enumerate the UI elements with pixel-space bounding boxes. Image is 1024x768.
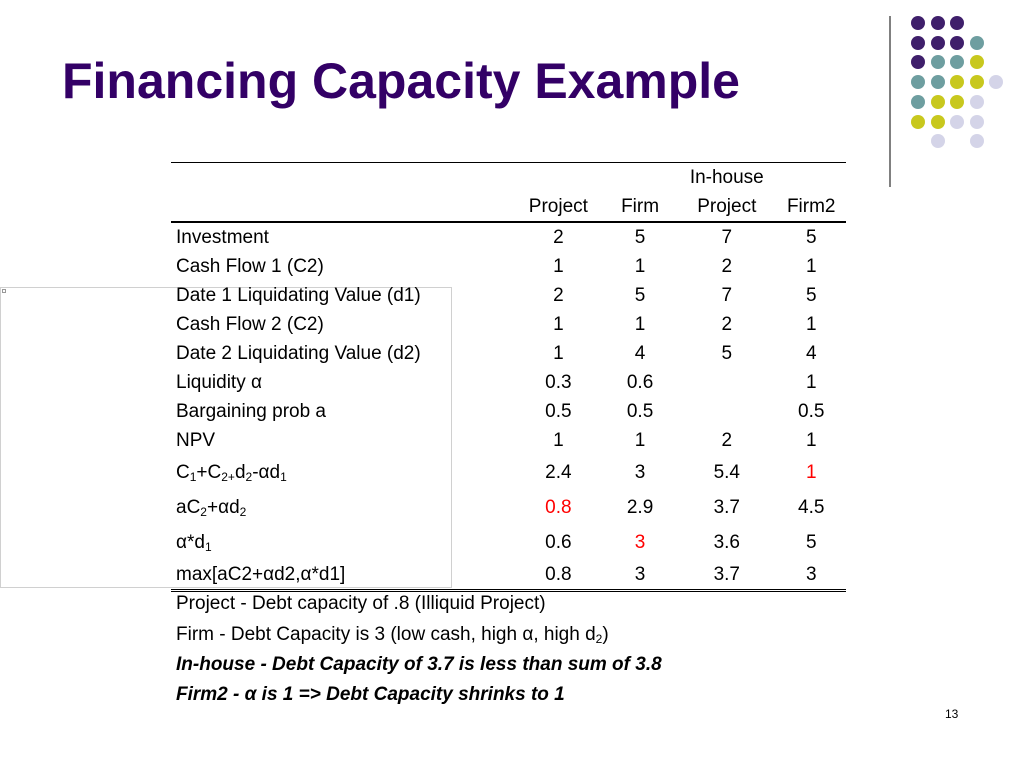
table-row xyxy=(171,222,846,252)
table-cell: 5 xyxy=(634,227,646,248)
note-line-emphasis: Firm2 - α is 1 => Debt Capacity shrinks to 1 xyxy=(176,684,565,705)
table-cell-highlight: 3 xyxy=(634,532,646,553)
table-cell: 1 xyxy=(553,314,564,335)
table-cell-highlight: 0.8 xyxy=(545,497,572,518)
table-cell: 4.5 xyxy=(798,497,825,518)
broken-image-icon xyxy=(2,289,6,293)
decorative-dot xyxy=(911,16,925,30)
decorative-dot xyxy=(931,115,945,129)
note-line: Project - Debt capacity of .8 (Illiquid Project) xyxy=(176,593,546,614)
decorative-dot xyxy=(970,95,984,109)
note-line: Firm - Debt Capacity is 3 (low cash, high α, high $d_2$) xyxy=(176,624,609,646)
table-header-row-top xyxy=(171,163,846,194)
decorative-dot xyxy=(950,55,964,69)
decorative-dot xyxy=(950,16,964,30)
table-cell: 3 xyxy=(776,560,846,591)
table-cell: 5 xyxy=(634,285,646,306)
table-cell-highlight: 1 xyxy=(805,462,817,483)
table-cell: 7 xyxy=(721,227,733,248)
table-cell: 1 xyxy=(805,372,817,393)
header-cell xyxy=(171,193,514,222)
table-cell: 1 xyxy=(805,430,817,451)
header-cell-firm2: Firm2 xyxy=(776,193,846,222)
table-cell: 5.4 xyxy=(713,462,740,483)
row-label: Cash Flow 1 (C2) xyxy=(176,256,324,277)
decorative-dot xyxy=(950,95,964,109)
row-label: NPV xyxy=(176,430,216,451)
table-cell: 0.5 xyxy=(626,401,654,422)
table-cell: 5 xyxy=(805,532,817,553)
decorative-dot xyxy=(931,134,945,148)
table-cell: 2 xyxy=(721,430,733,451)
decorative-dot xyxy=(989,75,1003,89)
table-cell: 3.6 xyxy=(713,532,740,553)
table-cell: 2.4 xyxy=(545,462,572,483)
row-label: Cash Flow 2 (C2) xyxy=(176,314,324,335)
decorative-dot xyxy=(911,115,925,129)
row-label-formula: $C_1+C_{2+}d_2-\alpha d_1$ xyxy=(176,462,287,484)
row-label-formula: $\alpha*d_1$ xyxy=(176,532,212,554)
decorative-dot xyxy=(970,115,984,129)
table-cell: 5 xyxy=(805,227,817,248)
table-cell xyxy=(677,368,776,397)
decorative-dot xyxy=(911,36,925,50)
table-cell: 5 xyxy=(721,343,733,364)
slide-title: Financing Capacity Example xyxy=(62,53,740,109)
table-cell: 0.5 xyxy=(545,401,572,422)
header-cell-inhouse-project: Project xyxy=(677,193,776,222)
table-row xyxy=(171,490,846,525)
table-cell xyxy=(677,397,776,426)
decorative-dot xyxy=(970,36,984,50)
table-cell: 0.6 xyxy=(545,532,572,553)
decorative-dot xyxy=(931,75,945,89)
row-label: Bargaining prob a xyxy=(176,401,326,422)
decorative-dot xyxy=(911,75,925,89)
table-cell: 1 xyxy=(805,314,817,335)
decorative-dot xyxy=(950,36,964,50)
table-cell: 2 xyxy=(721,314,733,335)
table-cell: 4 xyxy=(805,343,817,364)
header-cell-project: Project xyxy=(514,193,603,222)
decorative-dot xyxy=(950,75,964,89)
decorative-dot xyxy=(931,95,945,109)
table-cell: 2 xyxy=(721,256,733,277)
table-row xyxy=(171,252,846,281)
table-cell: 1 xyxy=(634,430,646,451)
table-row xyxy=(171,426,846,455)
decorative-dot xyxy=(970,75,984,89)
table-cell: 0.3 xyxy=(545,372,572,393)
table-cell: 0.6 xyxy=(626,372,654,393)
table-row xyxy=(171,525,846,560)
table-cell: 3.7 xyxy=(713,497,740,518)
header-cell-firm: Firm xyxy=(603,193,677,222)
row-label: Date 1 Liquidating Value (d1) xyxy=(176,285,421,306)
notes-block xyxy=(176,588,662,710)
vertical-divider xyxy=(889,16,891,187)
table-cell: 1 xyxy=(634,314,646,335)
table-cell: 1 xyxy=(553,430,564,451)
decorative-dot xyxy=(931,16,945,30)
note-line-emphasis: In-house - Debt Capacity of 3.7 is less than sum of 3.8 xyxy=(176,654,662,675)
table-row xyxy=(171,455,846,490)
decorative-dot xyxy=(911,95,925,109)
table-cell: 2 xyxy=(553,227,564,248)
table-cell: 1 xyxy=(553,343,564,364)
header-cell-inhouse: In-house xyxy=(677,163,776,194)
header-cell xyxy=(514,163,603,194)
table-cell: 2.9 xyxy=(626,497,654,518)
table-cell: 0.8 xyxy=(514,560,603,591)
table-cell: 4 xyxy=(634,343,646,364)
table-cell: 3.7 xyxy=(677,560,776,591)
table-cell: 1 xyxy=(634,256,646,277)
table-cell: 1 xyxy=(553,256,564,277)
page-number: 13 xyxy=(945,707,959,721)
row-label: Liquidity α xyxy=(176,372,262,393)
decorative-dot xyxy=(970,134,984,148)
row-label: Date 2 Liquidating Value (d2) xyxy=(176,343,421,364)
header-cell xyxy=(776,163,846,194)
table-row xyxy=(171,368,846,397)
table-cell: 7 xyxy=(721,285,733,306)
table-cell: 2 xyxy=(553,285,564,306)
table-row xyxy=(171,281,846,310)
row-label: max[aC2+αd2,α*d1] xyxy=(171,560,514,591)
row-label-formula: $aC_2+\alpha d_2$ xyxy=(176,497,247,519)
decorative-dot xyxy=(970,55,984,69)
header-cell xyxy=(603,163,677,194)
table-row xyxy=(171,339,846,368)
table-cell: 3 xyxy=(634,462,646,483)
table-cell: 1 xyxy=(805,256,817,277)
table-header-row-bottom xyxy=(171,193,846,222)
header-cell xyxy=(171,163,514,194)
decorative-dot xyxy=(950,115,964,129)
decorative-dot xyxy=(931,55,945,69)
table-cell: 3 xyxy=(603,560,677,591)
row-label: Investment xyxy=(176,227,269,248)
decorative-dot xyxy=(911,55,925,69)
financing-capacity-table xyxy=(171,162,846,592)
table-cell: 0.5 xyxy=(798,401,825,422)
table-row xyxy=(171,397,846,426)
table-row xyxy=(171,310,846,339)
decorative-dot xyxy=(931,36,945,50)
table-row xyxy=(171,560,846,591)
table-cell: 5 xyxy=(805,285,817,306)
